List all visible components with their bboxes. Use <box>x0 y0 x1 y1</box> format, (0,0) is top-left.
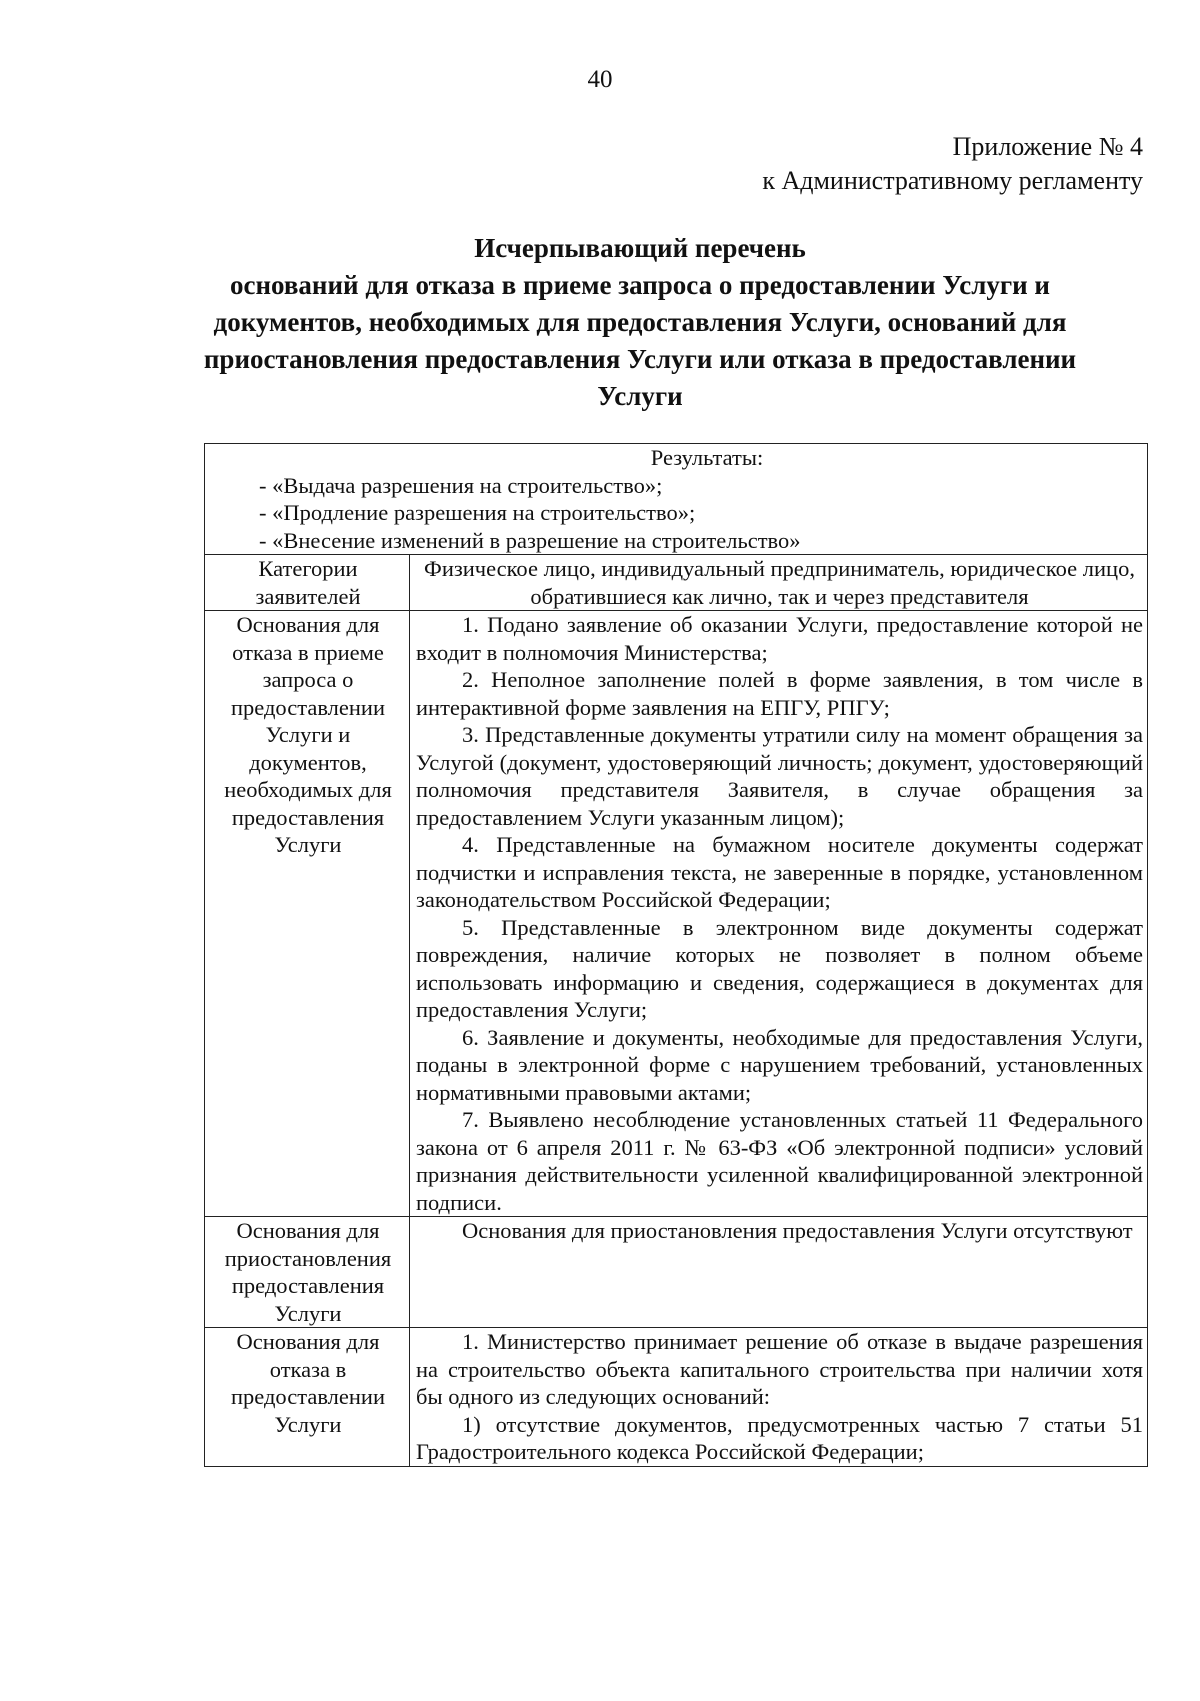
table-row <box>205 1217 1148 1328</box>
results-title: Результаты: <box>650 445 764 470</box>
row-paragraph: 5. Представленные в электронном виде документы содержат повреждения, наличие которых не позволяет в полном объеме использовать информацию и сведения, содержащиеся в документах для предоставления Услуги; <box>416 914 1143 1022</box>
row-content <box>410 1217 1148 1328</box>
row-label: Основания для приостановления предоставления Услуги <box>205 1217 410 1328</box>
row-label: Основания для отказа в предоставлении Услуги <box>205 1328 410 1467</box>
table-row <box>205 1328 1148 1467</box>
title-line: приостановления предоставления Услуги или отказа в предоставлении <box>203 344 1077 374</box>
row-paragraph: 6. Заявление и документы, необходимые для предоставления Услуги, поданы в электронной форме с нарушением требований, установленных нормативными правовыми актами; <box>416 1024 1143 1105</box>
row-content <box>410 611 1148 1217</box>
row-paragraph: 1. Подано заявление об оказании Услуги, предоставление которой не входит в полномочия Министерства; <box>416 612 1143 665</box>
table-row <box>205 555 1148 611</box>
row-paragraph: 1) отсутствие документов, предусмотренных частью 7 статьи 51 Градостроительного кодекса Российской Федерации; <box>416 1411 1143 1464</box>
row-paragraph: 2. Неполное заполнение полей в форме заявления, в том числе в интерактивной форме заявления на ЕПГУ, РПГУ; <box>416 667 1143 720</box>
appendix-header <box>762 130 1143 198</box>
page-number: 40 <box>587 66 613 93</box>
results-item: - «Выдача разрешения на строительство»; <box>259 472 663 498</box>
title-line: Исчерпывающий перечень <box>474 233 806 263</box>
grounds-table <box>204 443 1148 1467</box>
row-paragraph: 1. Министерство принимает решение об отказе в выдаче разрешения на строительство объекта капитального строительства при наличии хотя бы одного из следующих оснований: <box>416 1329 1143 1409</box>
row-paragraph: 3. Представленные документы утратили силу на момент обращения за Услугой (документ, удостоверяющий личность; документ, удостоверяющий полномочия представителя Заявителя, в случае обращения за предоставлением Услуги указанным лицом); <box>416 722 1143 830</box>
row-content <box>410 555 1148 611</box>
results-cell <box>205 444 1148 555</box>
results-row <box>205 444 1148 555</box>
row-paragraph: 7. Выявлено несоблюдение установленных статьей 11 Федерального закона от 6 апреля 2011 г. № 63-ФЗ «Об электронной подписи» условий признания действительности усиленной квалифицированной электронной подписи. <box>416 1107 1143 1215</box>
document-title <box>150 230 1130 415</box>
results-list <box>211 472 1143 555</box>
row-paragraph: 4. Представленные на бумажном носителе документы содержат подчистки и исправления текста, не заверенные в порядке, установленном законодательством Российской Федерации; <box>416 832 1143 912</box>
results-item: - «Продление разрешения на строительство»; <box>259 500 696 525</box>
appendix-line-2: к Административному регламенту <box>762 166 1143 195</box>
row-content <box>410 1328 1148 1467</box>
title-line: документов, необходимых для предоставления Услуги, оснований для <box>213 307 1067 337</box>
appendix-line-1: Приложение № 4 <box>952 132 1143 161</box>
row-paragraph: Физическое лицо, индивидуальный предприниматель, юридическое лицо, обратившиеся как лично, так и через представителя <box>424 556 1135 609</box>
results-item: - «Внесение изменений в разрешение на строительство» <box>259 527 801 553</box>
row-label: Основания для отказа в приеме запроса о предоставлении Услуги и документов, необходимых для предоставления Услуги <box>205 611 410 1217</box>
row-label: Категории заявителей <box>205 555 410 611</box>
title-line: Услуги <box>597 381 683 411</box>
row-paragraph: Основания для приостановления предоставления Услуги отсутствуют <box>462 1218 1133 1243</box>
title-line: оснований для отказа в приеме запроса о предоставлении Услуги и <box>229 270 1050 300</box>
table-row <box>205 611 1148 1217</box>
